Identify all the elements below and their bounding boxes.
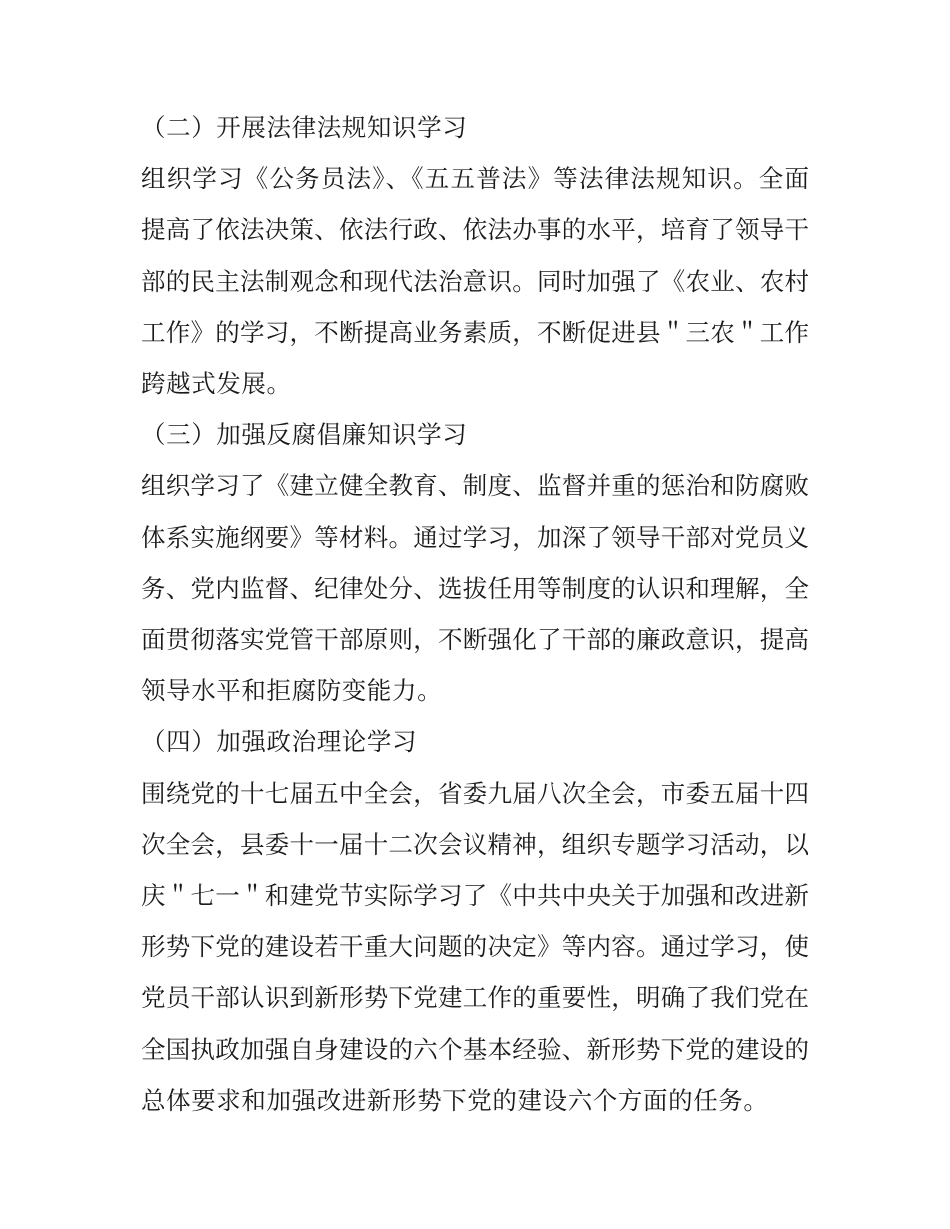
paragraph [141, 768, 821, 1126]
paragraph-line: 次全会，县委十一届十二次会议精神，组织专题学习活动，以 [141, 829, 809, 859]
paragraph [141, 153, 821, 409]
section-heading: （二）开展法律法规知识学习 [141, 113, 468, 142]
paragraph-line: 形势下党的建设若干重大问题的决定》等内容。通过学习，使 [141, 932, 809, 962]
paragraph-line: 跨越式发展。 [141, 369, 292, 399]
section-heading: （三）加强反腐倡廉知识学习 [141, 420, 468, 450]
paragraph-line: 面贯彻落实党管干部原则，不断强化了干部的廉政意识，提高 [141, 625, 809, 655]
paragraph-line: 总体要求和加强改进新形势下党的建设六个方面的任务。 [141, 1085, 769, 1115]
paragraph-line: 组织学习了《建立健全教育、制度、监督并重的惩治和防腐败 [141, 471, 809, 501]
paragraph-line: 党员干部认识到新形势下党建工作的重要性，明确了我们党在 [141, 983, 809, 1013]
paragraph-line: 围绕党的十七届五中全会，省委九届八次全会，市委五届十四 [141, 778, 809, 808]
paragraph-line: 工作》的学习，不断提高业务素质，不断促进县＂三农＂工作 [141, 317, 809, 347]
paragraph-line: 提高了依法决策、依法行政、依法办事的水平，培育了领导干 [141, 215, 809, 245]
document-body [141, 102, 821, 1126]
paragraph-line: 组织学习《公务员法》、《五五普法》等法律法规知识。全面 [141, 164, 809, 194]
section-4 [141, 716, 821, 1126]
paragraph-line: 部的民主法制观念和现代法治意识。同时加强了《农业、农村 [141, 266, 809, 296]
section-3 [141, 409, 821, 716]
paragraph [141, 460, 821, 716]
paragraph-line: 体系实施纲要》等材料。通过学习，加深了领导干部对党员义 [141, 522, 809, 552]
section-heading: （四）加强政治理论学习 [141, 727, 418, 757]
section-2 [141, 102, 821, 409]
paragraph-line: 务、党内监督、纪律处分、选拔任用等制度的认识和理解，全 [141, 573, 809, 603]
paragraph-line: 领导水平和拒腐防变能力。 [141, 676, 443, 706]
paragraph-line: 庆＂七一＂和建党节实际学习了《中共中央关于加强和改进新 [141, 881, 809, 911]
paragraph-line: 全国执政加强自身建设的六个基本经验、新形势下党的建设的 [141, 1034, 809, 1064]
